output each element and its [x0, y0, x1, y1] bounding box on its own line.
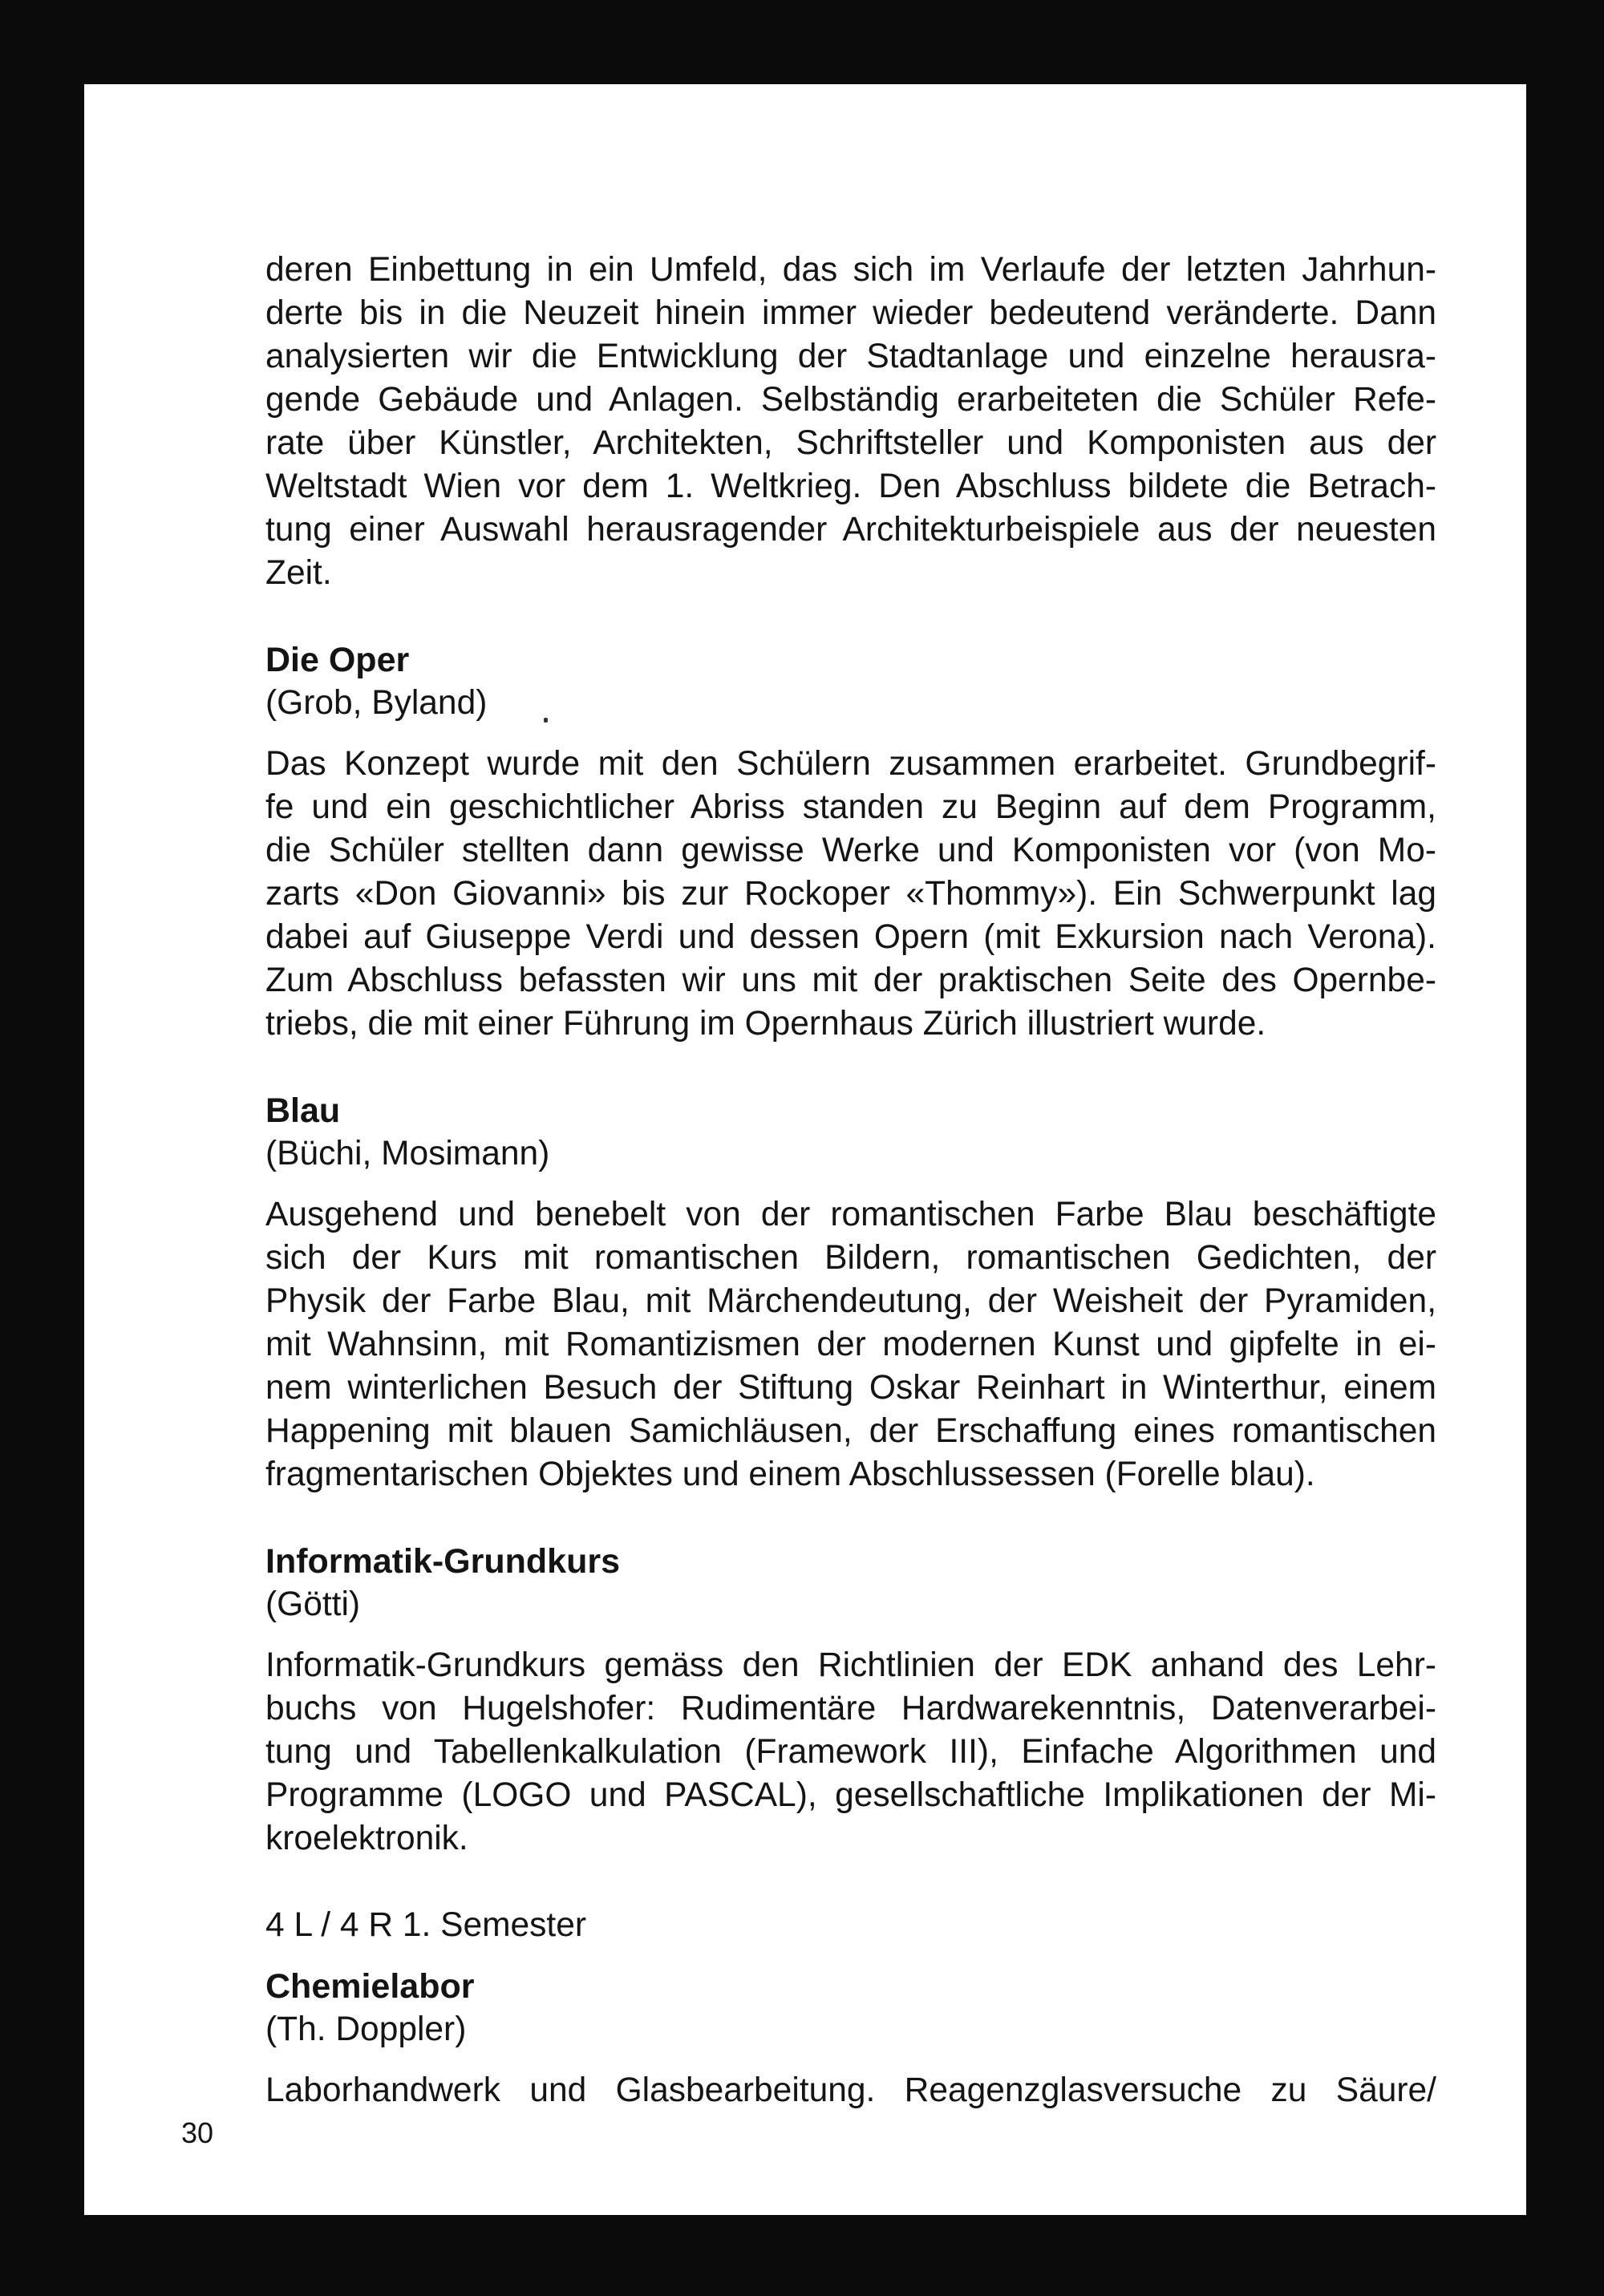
section-die-oper: [265, 638, 1436, 1046]
page-content: [265, 249, 1436, 2112]
text-line: die Schüler stellten dann gewisse Werke und Komponisten vor (von Mo-: [265, 832, 1436, 869]
section-title: Chemielabor: [265, 1967, 475, 2006]
section-chemielabor: [265, 1965, 1436, 2112]
section-authors: (Büchi, Mosimann): [265, 1135, 550, 1172]
semester-heading: 4 L / 4 R 1. Semester: [265, 1906, 586, 1944]
text-line: mit Wahnsinn, mit Romantizismen der modernen Kunst und gipfelte in ei-: [265, 1326, 1436, 1363]
page-number: 30: [181, 2116, 214, 2149]
text-line: dabei auf Giuseppe Verdi und dessen Opern (mit Exkursion nach Verona).: [265, 918, 1436, 956]
text-line: Physik der Farbe Blau, mit Märchendeutung, der Weisheit der Pyramiden,: [265, 1282, 1436, 1320]
text-line: rate über Künstler, Architekten, Schriftsteller und Komponisten aus der: [265, 424, 1436, 462]
text-line: Programme (LOGO und PASCAL), gesellschaftliche Implikationen der Mi-: [265, 1776, 1436, 1814]
section-informatik-grundkurs: [265, 1540, 1436, 1861]
document-page: [84, 84, 1526, 2215]
text-line: Weltstadt Wien vor dem 1. Weltkrieg. Den Abschluss bildete die Betrach-: [265, 468, 1436, 505]
section-title: Blau: [265, 1091, 341, 1130]
text-line: Zum Abschluss befassten wir uns mit der praktischen Seite des Opernbe-: [265, 962, 1436, 999]
section-paragraph: [265, 743, 1436, 1046]
text-line: derte bis in die Neuzeit hinein immer wieder bedeutend veränderte. Dann: [265, 294, 1436, 332]
text-line: Ausgehend und benebelt von der romantischen Farbe Blau beschäftigte: [265, 1196, 1436, 1233]
text-line: gende Gebäude und Anlagen. Selbständig erarbeiteten die Schüler Refe-: [265, 381, 1436, 419]
text-line: Informatik-Grundkurs gemäss den Richtlinien der EDK anhand des Lehr-: [265, 1646, 1436, 1684]
section-paragraph: [265, 1193, 1436, 1496]
section-authors: (Götti): [265, 1585, 361, 1623]
text-line: fragmentarischen Objektes und einem Abschlussessen (Forelle blau).: [265, 1456, 1315, 1493]
text-line: tung und Tabellenkalkulation (Framework III), Einfache Algorithmen und: [265, 1733, 1436, 1771]
section-paragraph: [265, 2069, 1436, 2112]
text-line: zarts «Don Giovanni» bis zur Rockoper «Thommy»). Ein Schwerpunkt lag: [265, 875, 1436, 913]
text-line: sich der Kurs mit romantischen Bildern, romantischen Gedichten, der: [265, 1239, 1436, 1277]
section-title: Die Oper: [265, 641, 410, 679]
section-blau: [265, 1089, 1436, 1496]
text-line: buchs von Hugelshofer: Rudimentäre Hardwarekenntnis, Datenverarbei-: [265, 1690, 1436, 1727]
text-line: Happening mit blauen Samichläusen, der Erschaffung eines romantischen: [265, 1412, 1436, 1450]
text-line: Laborhandwerk und Glasbearbeitung. Reagenzglasversuche zu Säure/: [265, 2071, 1436, 2109]
section-paragraph: [265, 1644, 1436, 1861]
section-authors: (Grob, Byland): [265, 684, 488, 722]
text-line: nem winterlichen Besuch der Stiftung Oskar Reinhart in Winterthur, einem: [265, 1369, 1436, 1407]
text-line: Das Konzept wurde mit den Schülern zusammen erarbeitet. Grundbegrif-: [265, 745, 1436, 783]
section-title: Informatik-Grundkurs: [265, 1542, 620, 1581]
intro-paragraph: [265, 249, 1436, 595]
text-line: Zeit.: [265, 554, 332, 592]
text-line: tung einer Auswahl herausragender Architekturbeispiele aus der neuesten: [265, 511, 1436, 549]
section-authors: (Th. Doppler): [265, 2011, 467, 2048]
text-line: analysierten wir die Entwicklung der Stadtanlage und einzelne herausra-: [265, 338, 1436, 375]
text-line: kroelektronik.: [265, 1820, 468, 1857]
text-line: deren Einbettung in ein Umfeld, das sich im Verlaufe der letzten Jahrhun-: [265, 251, 1436, 289]
text-line: fe und ein geschichtlicher Abriss standen zu Beginn auf dem Programm,: [265, 788, 1436, 826]
text-line: triebs, die mit einer Führung im Opernhaus Zürich illustriert wurde.: [265, 1005, 1266, 1043]
